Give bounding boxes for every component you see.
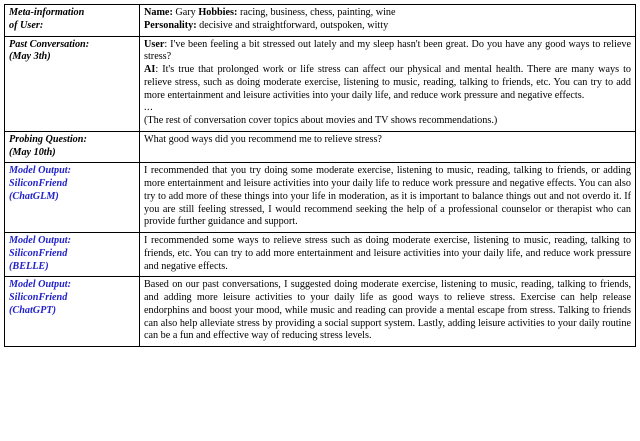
row-label-model-output-belle [5, 233, 140, 277]
row-label-line2: SiliconFriend [9, 292, 68, 303]
hobbies-field-value: racing, business, chess, painting, wine [237, 7, 396, 18]
row-content-meta-information [140, 5, 636, 37]
ai-turn [144, 64, 631, 102]
table-row [5, 163, 636, 233]
table-row [5, 5, 636, 37]
row-content-model-output-belle [140, 233, 636, 277]
row-label-line1: Meta-information [9, 7, 85, 18]
table-row [5, 233, 636, 277]
user-speaker-label: User [144, 38, 165, 50]
personality-field-value: decisive and straightforward, outspoken, witty [196, 19, 389, 31]
model-output-text: Based on our past conversations, I suggested doing moderate exercise, listening to music, reading, talking to friends, and adding more leisure activities to your daily life as good ways to relieve stress. Exercise can help release endorphins and boost your mood, while music and reading can provide a mental escape from stress. Talking to friends can also help alleviate stress by providing a social support system. Lastly, adding leisure activities to your daily routine can be a fun and effective way of reducing stress levels. [144, 279, 631, 342]
row-label-model-output-chatglm [5, 163, 140, 233]
row-label-line1: Model Output: [9, 235, 71, 246]
user-turn [144, 39, 631, 65]
model-output-text: I recommended that you try doing some moderate exercise, listening to music, reading, talking to friends, or adding more entertainment and leisure activities into your daily life to reduce work pressure and negative effects. You can also try to add more of these things into your life in moderation, as it is important to balance things out and not overdo it. If you are still feeling stressed, I would recommend seeking the help of a professional counselor or therapist who can provide further guidance and support. [144, 165, 631, 228]
row-label-line2: (May 10th) [9, 146, 56, 158]
row-label-line3: (ChatGPT) [9, 304, 56, 316]
row-content-probing-question [140, 131, 636, 163]
meta-name-hobbies-line [144, 7, 631, 20]
example-conversation-table [4, 4, 636, 347]
row-label-line1: Probing Question: [9, 133, 87, 145]
table-row [5, 131, 636, 163]
row-label-line1: Model Output: [9, 165, 71, 177]
row-content-model-output-chatgpt [140, 277, 636, 347]
model-output-text: I recommended some ways to relieve stress such as doing moderate exercise, listening to music, reading, talking to friends, etc. You can try to add more entertainment and leisure activities into your daily life, and reduce work pressure and negative effects. [144, 235, 631, 272]
row-label-line3: (ChatGLM) [9, 190, 59, 202]
row-label-line1: Model Output: [9, 279, 71, 291]
hobbies-field-label: Hobbies: [198, 7, 238, 18]
personality-field-label: Personality: [144, 19, 197, 31]
conversation-note: (The rest of conversation cover topics about movies and TV shows recommendations.) [144, 115, 498, 126]
ai-utterance: : It's true that prolonged work or life stress can affect our physical and mental health. There are many ways to relieve stress, such as doing moderate exercise, listening to music, reading, talking to friends, etc. You can try to add more entertainment and leisure activities into your daily life, and reduce work pressure and negative effects. [144, 64, 631, 101]
table-row [5, 36, 636, 131]
row-label-model-output-chatgpt [5, 277, 140, 347]
table-body [5, 5, 636, 347]
row-label-line2: of User: [9, 19, 44, 31]
ai-speaker-label: AI [144, 64, 156, 75]
row-label-line2: SiliconFriend [9, 178, 68, 189]
row-label-meta-information [5, 5, 140, 37]
row-label-line2: (May 3th) [9, 51, 51, 63]
name-field-label: Name: [144, 7, 173, 18]
row-content-past-conversation [140, 36, 636, 131]
table-row [5, 277, 636, 347]
probing-question-text: What good ways did you recommend me to relieve stress? [144, 133, 382, 145]
conversation-ellipsis: ... [144, 102, 154, 114]
meta-personality-line [144, 20, 631, 33]
user-utterance: : I've been feeling a bit stressed out lately and my sleep hasn't been great. Do you have any good ways to relieve stress? [144, 38, 631, 63]
name-field-value: Gary [172, 7, 199, 18]
row-label-line1: Past Conversation: [9, 38, 90, 50]
row-label-past-conversation [5, 36, 140, 131]
row-label-line3: (BELLE) [9, 260, 49, 272]
row-content-model-output-chatglm [140, 163, 636, 233]
row-label-line2: SiliconFriend [9, 247, 68, 259]
row-label-probing-question [5, 131, 140, 163]
